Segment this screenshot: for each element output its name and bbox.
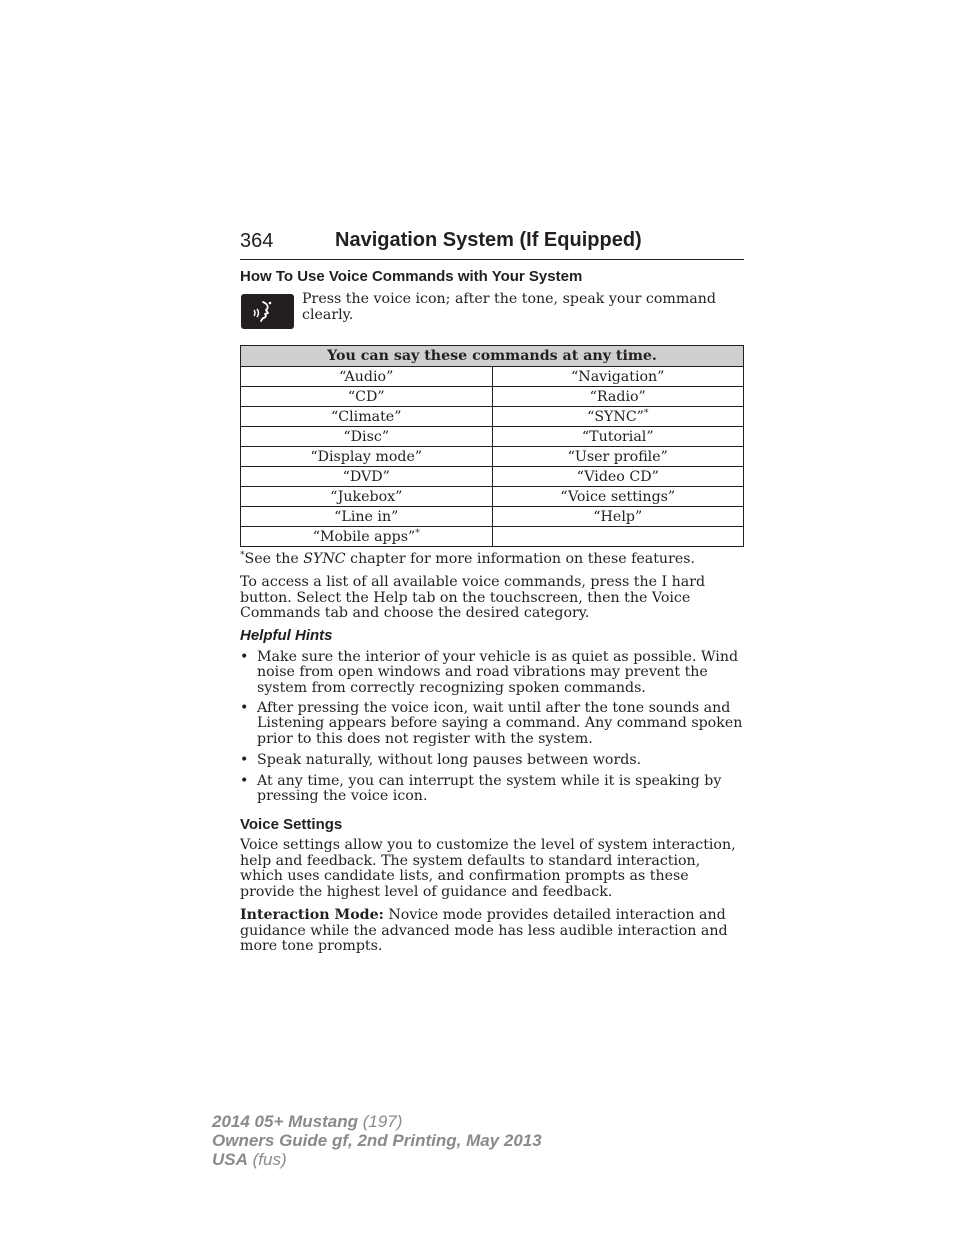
page-header	[240, 229, 744, 260]
table-row	[241, 447, 744, 467]
table-row	[241, 387, 744, 407]
table-cell: “CD”	[241, 387, 493, 407]
cell-text: “Mobile apps”	[312, 528, 416, 545]
table-cell	[492, 407, 744, 427]
table-cell: “Video CD”	[492, 467, 744, 487]
page-footer	[212, 1112, 542, 1169]
table-row	[241, 367, 744, 387]
footer-line	[212, 1131, 542, 1150]
cell-text: “SYNC”	[587, 408, 644, 425]
interaction-mode-paragraph	[240, 908, 744, 955]
voice-settings-heading: Voice Settings	[240, 816, 343, 833]
voice-icon	[241, 294, 294, 329]
footer-edition: Owners Guide gf, 2nd Printing, May 2013	[212, 1131, 542, 1150]
section-heading-voice-commands: How To Use Voice Commands with Your System	[240, 268, 583, 285]
table-cell: “Disc”	[241, 427, 493, 447]
list-item-text: At any time, you can interrupt the system while it is speaking by pressing the voice icon.	[257, 773, 722, 805]
interaction-mode-text: Novice mode provides detailed interaction and guidance while the advanced mode has less audible interaction and more tone prompts.	[240, 907, 728, 954]
helpful-hints-heading: Helpful Hints	[240, 627, 333, 644]
voice-commands-table	[240, 345, 744, 547]
footer-region-code: (fus)	[247, 1150, 287, 1169]
table-cell: “Help”	[492, 507, 744, 527]
table-cell: “Line in”	[241, 507, 493, 527]
page-number: 364	[240, 230, 274, 252]
table-row	[241, 427, 744, 447]
table-cell: “Display mode”	[241, 447, 493, 467]
footnote-marker: *	[240, 550, 245, 561]
table-cell: “Tutorial”	[492, 427, 744, 447]
table-cell	[492, 527, 744, 547]
footer-region: USA	[212, 1150, 248, 1169]
footnote-sync: SYNC	[303, 551, 346, 567]
table-row	[241, 487, 744, 507]
footer-code: (197)	[358, 1112, 403, 1131]
voice-icon-instructions: Press the voice icon; after the tone, speak your command clearly.	[302, 291, 716, 323]
bullet-icon: •	[240, 773, 249, 789]
table-row	[241, 407, 744, 427]
footnote-marker: *	[415, 527, 420, 538]
chapter-title: Navigation System (If Equipped)	[335, 229, 642, 251]
footer-model: 2014 05+ Mustang	[212, 1112, 358, 1131]
bullet-icon: •	[240, 649, 249, 665]
list-item-text: After pressing the voice icon, wait until after the tone sounds and Listening appears before saying a command. Any command spoken prior to this does not register with the system.	[257, 700, 743, 747]
table-cell: “Navigation”	[492, 367, 744, 387]
access-commands-paragraph: To access a list of all available voice commands, press the I hard button. Select the Help tab on the touchscreen, then the Voice Commands tab and choose the desired category.	[240, 574, 706, 621]
footnote-text: chapter for more information on these features.	[345, 551, 696, 567]
table-cell: “Jukebox”	[241, 487, 493, 507]
table-cell	[241, 527, 493, 547]
table-header: You can say these commands at any time.	[241, 346, 744, 367]
interaction-mode-label: Interaction Mode:	[240, 907, 384, 923]
table-cell: “Climate”	[241, 407, 493, 427]
table-cell: “Voice settings”	[492, 487, 744, 507]
table-cell: “DVD”	[241, 467, 493, 487]
voice-settings-paragraph: Voice settings allow you to customize the level of system interaction, help and feedback. The system defaults to standard interaction, which uses candidate lists, and confirmation prompts as these provide the highest level of guidance and feedback.	[240, 837, 736, 900]
list-item-text: Make sure the interior of your vehicle is as quiet as possible. Wind noise from open windows and road vibrations may prevent the system from correctly recognizing spoken commands.	[257, 649, 739, 696]
table-row	[241, 527, 744, 547]
footer-line	[212, 1112, 542, 1131]
table-row	[241, 507, 744, 527]
list-item-text: Speak naturally, without long pauses between words.	[257, 752, 642, 768]
bullet-icon: •	[240, 752, 249, 768]
footnote-text: See the	[244, 551, 304, 567]
footnote-marker: *	[643, 407, 649, 418]
footer-line	[212, 1150, 542, 1169]
table-cell: “User profile”	[492, 447, 744, 467]
bullet-icon: •	[240, 700, 249, 716]
table-cell: “Audio”	[241, 367, 493, 387]
table-footnote	[240, 551, 695, 568]
table-cell: “Radio”	[492, 387, 744, 407]
table-row	[241, 467, 744, 487]
